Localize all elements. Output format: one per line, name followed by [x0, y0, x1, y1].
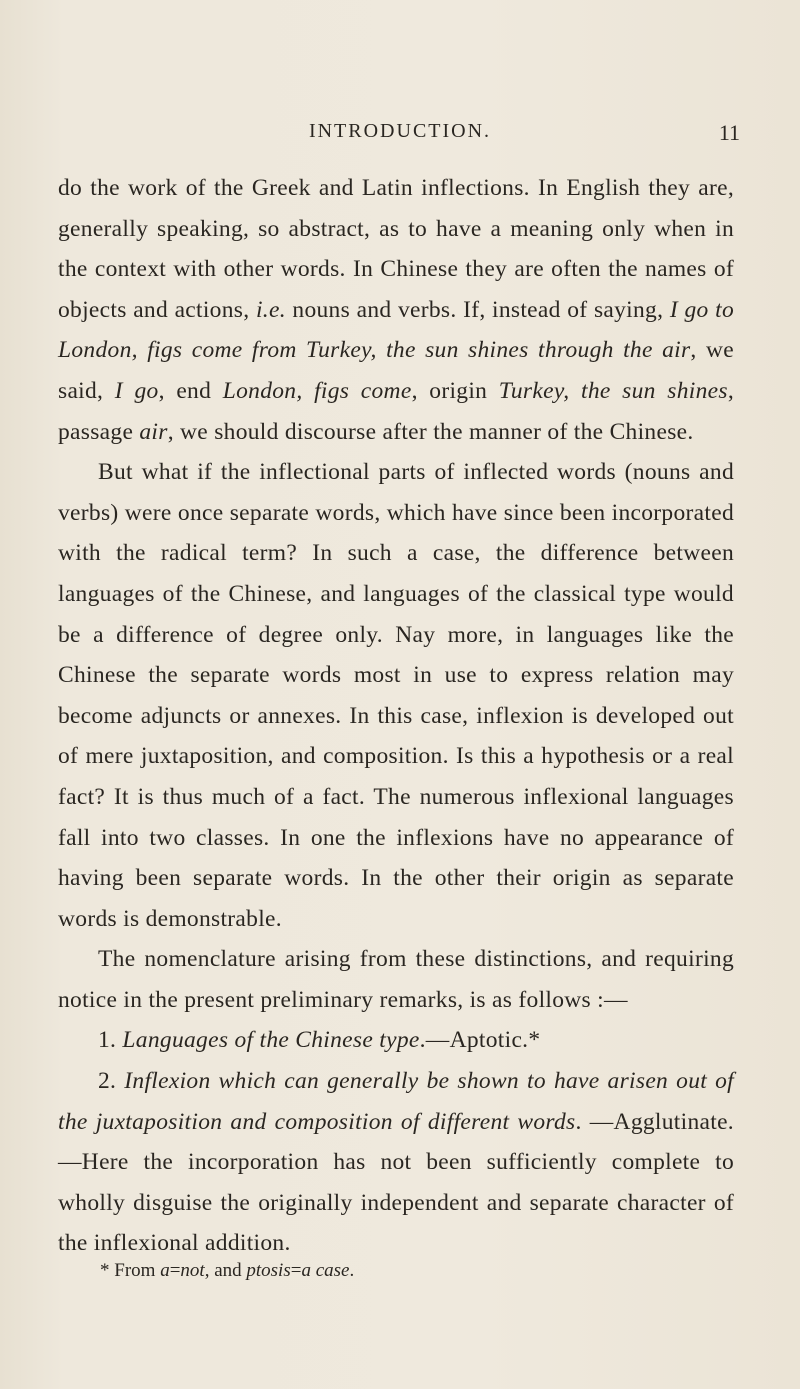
body-text — [58, 168, 734, 1264]
text-span: do the work of the Greek and Latin inflections. In English they are, generally speaking, so abstract, as to have a meaning only when in the context with other words. In Chinese they are often the names of objects and actions, — [58, 175, 734, 323]
running-head — [0, 120, 800, 150]
running-title: INTRODUCTION. — [308, 120, 492, 142]
text-span: . — [349, 1260, 355, 1281]
list-number: 2. — [98, 1068, 117, 1095]
footnote-mark: * — [100, 1260, 110, 1281]
italic-term: a — [160, 1260, 170, 1281]
text-span: From — [109, 1260, 161, 1281]
text-span: , we said, — [58, 337, 734, 404]
text-span: , and — [204, 1260, 247, 1281]
list-number: 1. — [98, 1027, 117, 1054]
list-item-aptotic — [58, 1020, 734, 1061]
italic-term: a case — [301, 1260, 350, 1281]
page-number: 11 — [718, 120, 740, 145]
footnote — [100, 1258, 740, 1284]
text-span: , passage — [58, 377, 734, 445]
italic-heading: Languages of the Chinese type — [122, 1027, 420, 1054]
italic-example: air — [139, 418, 168, 445]
italic-example: London, figs come — [222, 377, 412, 404]
text-span: , we should discourse after the manner of the Chinese. — [167, 418, 694, 445]
italic-term: not — [180, 1260, 205, 1281]
italic-example: Turkey, the sun shines — [498, 377, 728, 404]
italic-heading: Inflexion which can generally be shown to have arisen out of the juxtaposition and composition of different words — [58, 1068, 734, 1135]
text-span: , origin — [411, 377, 499, 404]
text-span: = — [290, 1260, 302, 1281]
text-span: nouns and verbs. If, instead of saying, — [285, 296, 670, 323]
paragraph-inflections — [58, 168, 734, 452]
text-span: .—Aptotic.* — [419, 1027, 541, 1054]
list-item-agglutinate — [58, 1061, 734, 1264]
italic-example: I go — [114, 377, 159, 404]
text-span: . —Agglutinate.—Here the incorporation has not been sufficiently complete to wholly disguise the originally independent and separate character of the inflexional addition. — [58, 1108, 734, 1257]
italic-example: I go to London, figs come from Turkey, the sun shines through the air — [58, 296, 734, 364]
paragraph-nomenclature: The nomenclature arising from these distinctions, and requiring notice in the present preliminary remarks, is as follows :— — [58, 946, 734, 1013]
text-span: , end — [158, 377, 223, 404]
italic-abbreviation: i.e. — [255, 296, 286, 323]
italic-term: ptosis — [246, 1260, 291, 1281]
paragraph-hypothesis: But what if the inflectional parts of inflected words (nouns and verbs) were once separate words, which have since been incorporated with the radical term? In such a case, the difference between languages of the Chinese, and languages of the classical type would be a difference of degree only. Nay more, in languages like the Chinese the separate words most in use to express relation may become adjuncts or annexes. In this case, inflexion is developed out of mere juxtaposition, and composition. Is this a hypothesis or a real fact? It is thus much of a fact. The numerous inflexional languages fall into two classes. In one the inflexions have no appearance of having been separate words. In the other their origin as separate words is demonstrable. — [58, 459, 734, 932]
text-span: = — [169, 1260, 181, 1281]
